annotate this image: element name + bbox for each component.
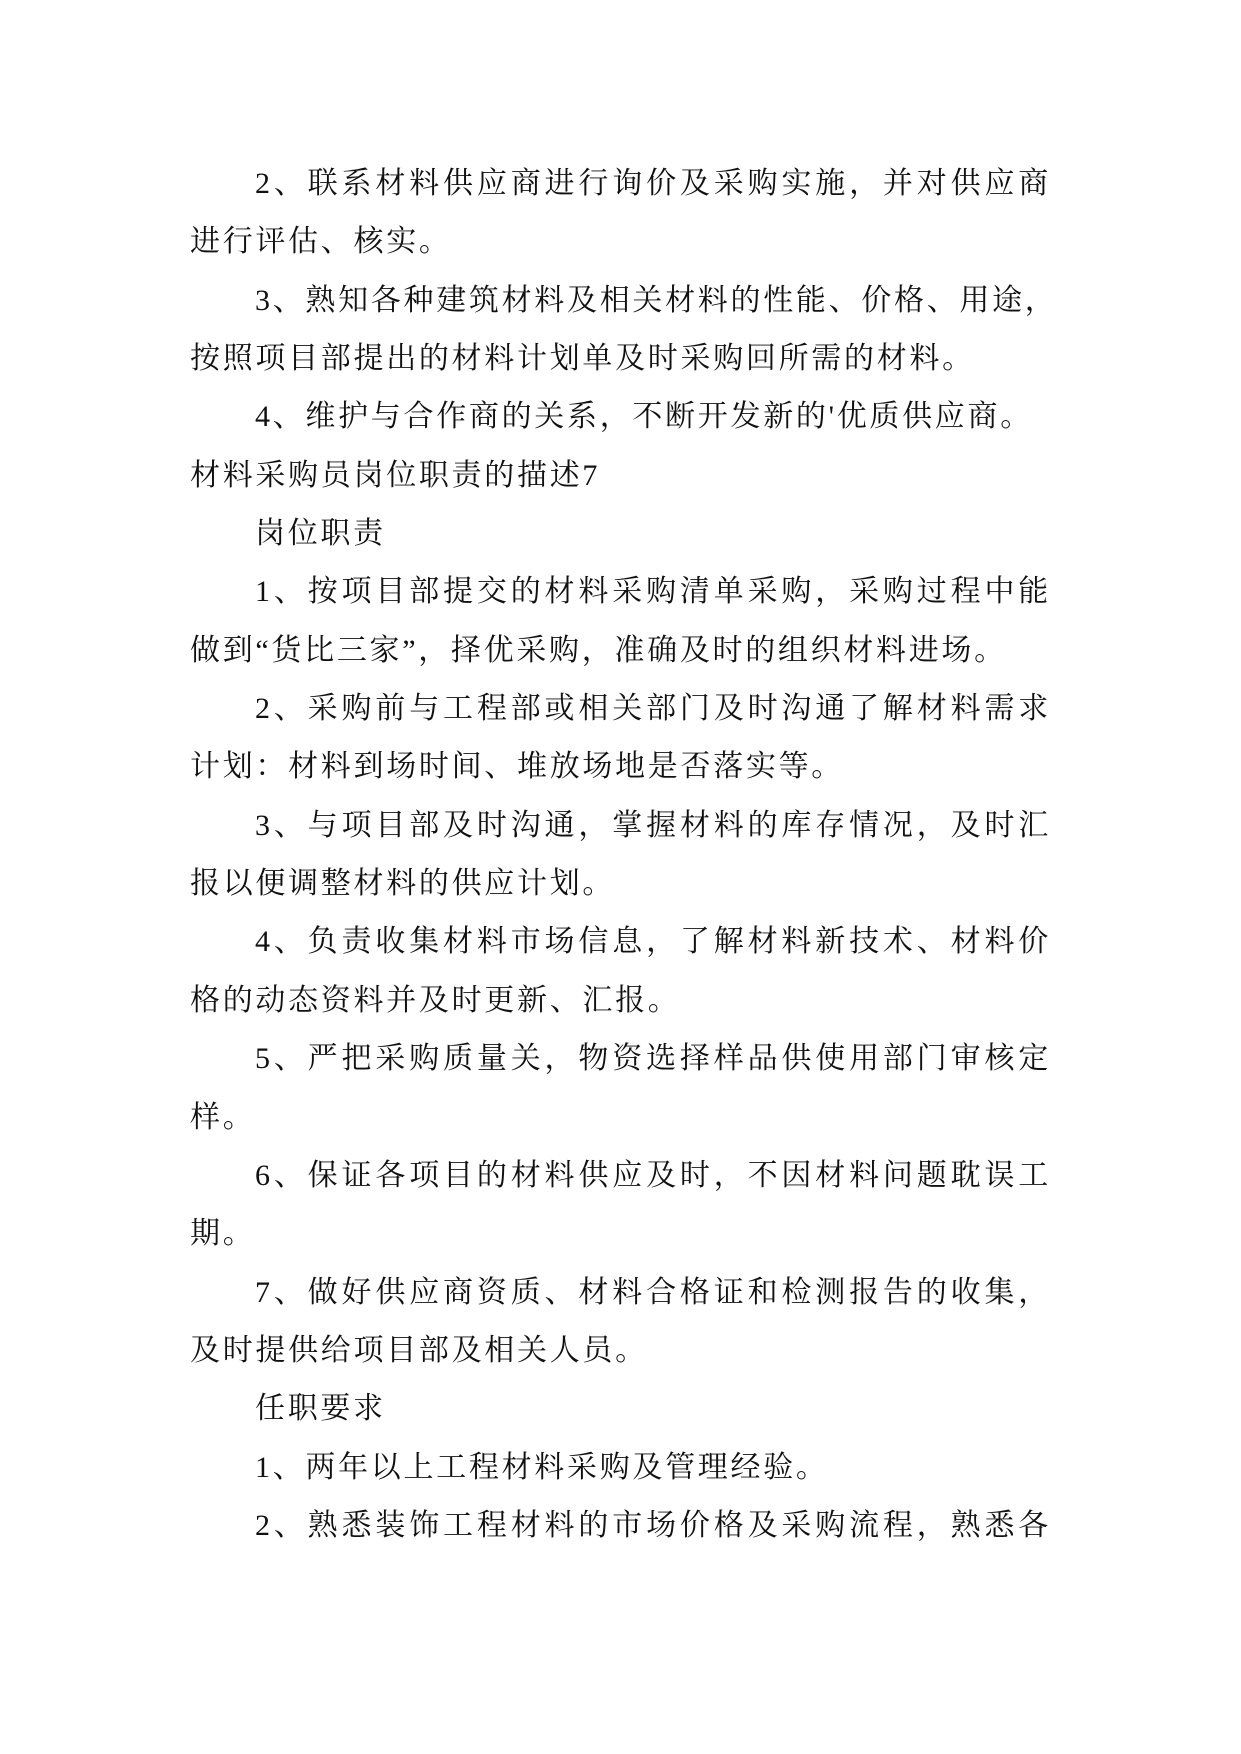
paragraph-line: 5、严把采购质量关，物资选择样品供使用部门审核定 [255, 1042, 1051, 1076]
duty-item [190, 1030, 1051, 1147]
paragraph-line: 期。 [190, 1217, 256, 1251]
paragraph-line: 1、两年以上工程材料采购及管理经验。 [255, 1450, 829, 1484]
duty-item [190, 1147, 1051, 1264]
sub-heading-text: 岗位职责 [255, 517, 386, 551]
paragraph-line: 样。 [190, 1100, 256, 1134]
requirement-item [190, 1497, 1051, 1555]
intro-item [190, 155, 1051, 272]
paragraph-line: 格的动态资料并及时更新、汇报。 [190, 983, 681, 1017]
paragraph-line: 计划：材料到场时间、堆放场地是否落实等。 [190, 750, 844, 784]
paragraph-line: 及时提供给项目部及相关人员。 [190, 1333, 648, 1367]
duty-item [190, 1264, 1051, 1381]
paragraph-line: 4、负责收集材料市场信息，了解材料新技术、材料价 [255, 925, 1051, 959]
section-title-text: 材料采购员岗位职责的描述7 [190, 458, 601, 492]
paragraph-line: 进行评估、核实。 [190, 225, 452, 259]
requirement-item [190, 1439, 1051, 1497]
duty-item [190, 563, 1051, 680]
duty-item [190, 680, 1051, 797]
paragraph-line: 3、熟知各种建筑材料及相关材料的性能、价格、用途， [255, 283, 1058, 317]
sub-heading-requirements [190, 1380, 1051, 1438]
sub-heading-text: 任职要求 [255, 1392, 386, 1426]
paragraph-line: 报以便调整材料的供应计划。 [190, 867, 616, 901]
paragraph-line: 2、联系材料供应商进行询价及采购实施，并对供应商 [255, 167, 1051, 200]
paragraph-line: 2、熟悉装饰工程材料的市场价格及采购流程，熟悉各 [255, 1508, 1051, 1542]
duty-item [190, 797, 1051, 914]
paragraph-line: 1、按项目部提交的材料采购清单采购，采购过程中能 [255, 575, 1051, 609]
paragraph-line: 做到“货比三家”，择优采购，准确及时的组织材料进场。 [190, 633, 1007, 667]
paragraph-line: 4、维护与合作商的关系，不断开发新的'优质供应商。 [255, 400, 1033, 434]
document-body [190, 155, 1058, 1555]
section-title [190, 447, 1051, 505]
paragraph-line: 2、采购前与工程部或相关部门及时沟通了解材料需求 [255, 692, 1051, 726]
paragraph-line: 按照项目部提出的材料计划单及时采购回所需的材料。 [190, 342, 975, 376]
paragraph-line: 7、做好供应商资质、材料合格证和检测报告的收集， [255, 1275, 1051, 1309]
intro-item [190, 272, 1058, 389]
intro-item [190, 388, 1051, 446]
sub-heading-duties [190, 505, 1051, 563]
paragraph-line: 3、与项目部及时沟通，掌握材料的库存情况，及时汇 [255, 808, 1051, 842]
paragraph-line: 6、保证各项目的材料供应及时，不因材料问题耽误工 [255, 1158, 1051, 1192]
duty-item [190, 913, 1051, 1030]
